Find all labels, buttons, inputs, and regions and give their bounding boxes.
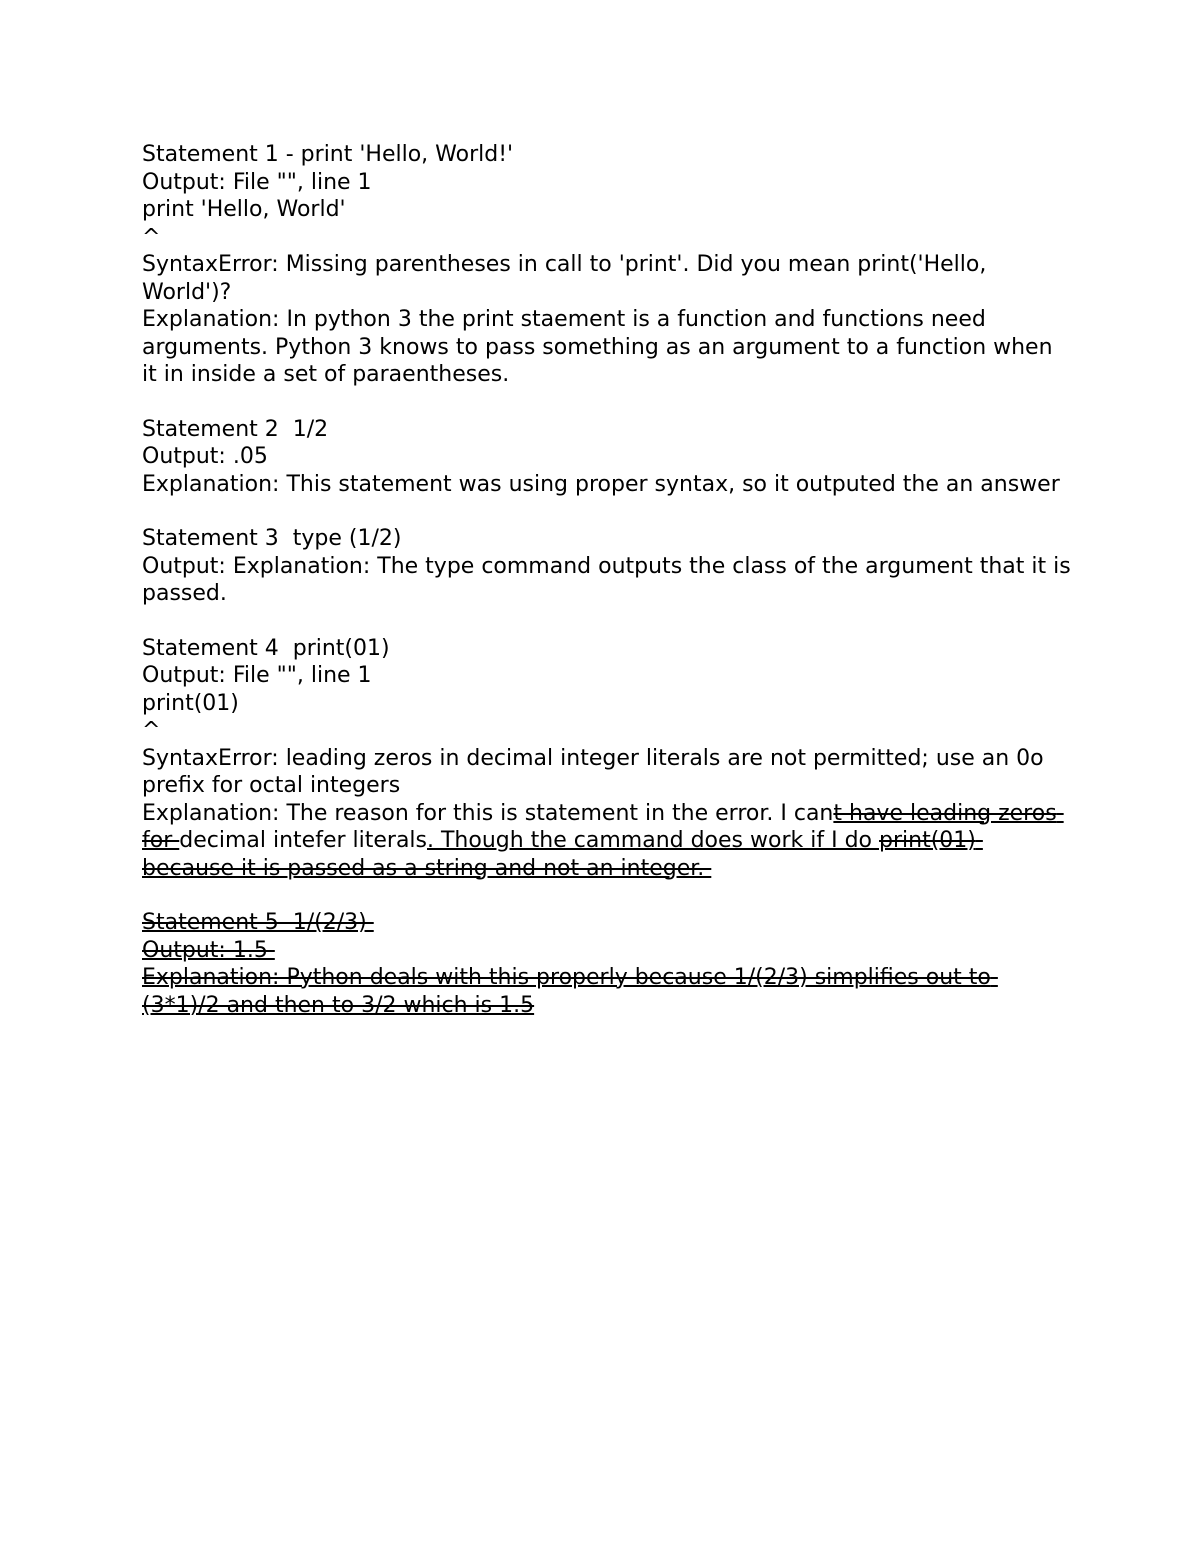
tracked-deletion: print(01) because it is passed as a string and not an integer. xyxy=(142,828,983,881)
statement-1-code: print 'Hello, World' xyxy=(142,197,346,222)
statement-1-explanation: Explanation: In python 3 the print staement is a function and functions need arguments. Python 3 knows to pass something as an argument to a function when it in inside a set of paraentheses. xyxy=(142,307,1060,387)
statement-4-explanation xyxy=(142,800,1072,883)
paragraph-spacer xyxy=(142,608,1072,635)
statement-5-header xyxy=(142,909,1072,937)
paragraph-spacer xyxy=(142,389,1072,416)
statement-4-explanation-text: Explanation: The reason for this is statement in the error. I can xyxy=(142,800,834,826)
tracked-deletion: Output: 1.5 xyxy=(142,937,275,963)
statement-4-output: Output: File "", line 1 xyxy=(142,663,372,688)
paragraph-spacer xyxy=(142,882,1072,909)
tracked-deletion: Statement 5 1/(2/3) xyxy=(142,910,374,935)
document-body xyxy=(142,141,1078,1019)
statement-4-explanation-text: decimal intefer literals xyxy=(179,828,427,853)
statement-3-header: Statement 3 type (1/2) xyxy=(142,526,402,551)
statement-4-header: Statement 4 print(01) xyxy=(142,635,390,661)
paragraph-spacer xyxy=(142,498,1072,525)
statement-4-code: print(01) xyxy=(142,690,239,716)
statement-1-caret: ^ xyxy=(142,224,161,250)
statement-1-output: Output: File "", line 1 xyxy=(142,169,372,195)
tracked-insertion: . Though the cammand does work if I do xyxy=(427,828,879,853)
statement-4-error: SyntaxError: leading zeros in decimal integer literals are not permitted; use an 0o prefix for octal integers xyxy=(142,745,1051,798)
tracked-deletion: Explanation: Python deals with this properly because 1/(2/3) simplifies out to (3*1)/2 and then to 3/2 which is 1.5 xyxy=(142,965,998,1018)
statement-5-explanation xyxy=(142,964,1072,1019)
statement-5-output xyxy=(142,937,1072,965)
statement-2-output: Output: .05 xyxy=(142,444,268,469)
statement-3-explanation: Output: Explanation: The type command outputs the class of the argument that it is passed. xyxy=(142,553,1078,606)
statement-1-error: SyntaxError: Missing parentheses in call to 'print'. Did you mean print('Hello, World')? xyxy=(142,252,994,305)
statement-2-explanation: Explanation: This statement was using proper syntax, so it outputed the an answer xyxy=(142,471,1060,497)
statement-1-header: Statement 1 - print 'Hello, World!' xyxy=(142,142,514,167)
tracked-deletion: t have leading zeros for xyxy=(142,800,1064,853)
statement-2-header: Statement 2 1/2 xyxy=(142,416,329,442)
statement-4-caret: ^ xyxy=(142,718,161,743)
